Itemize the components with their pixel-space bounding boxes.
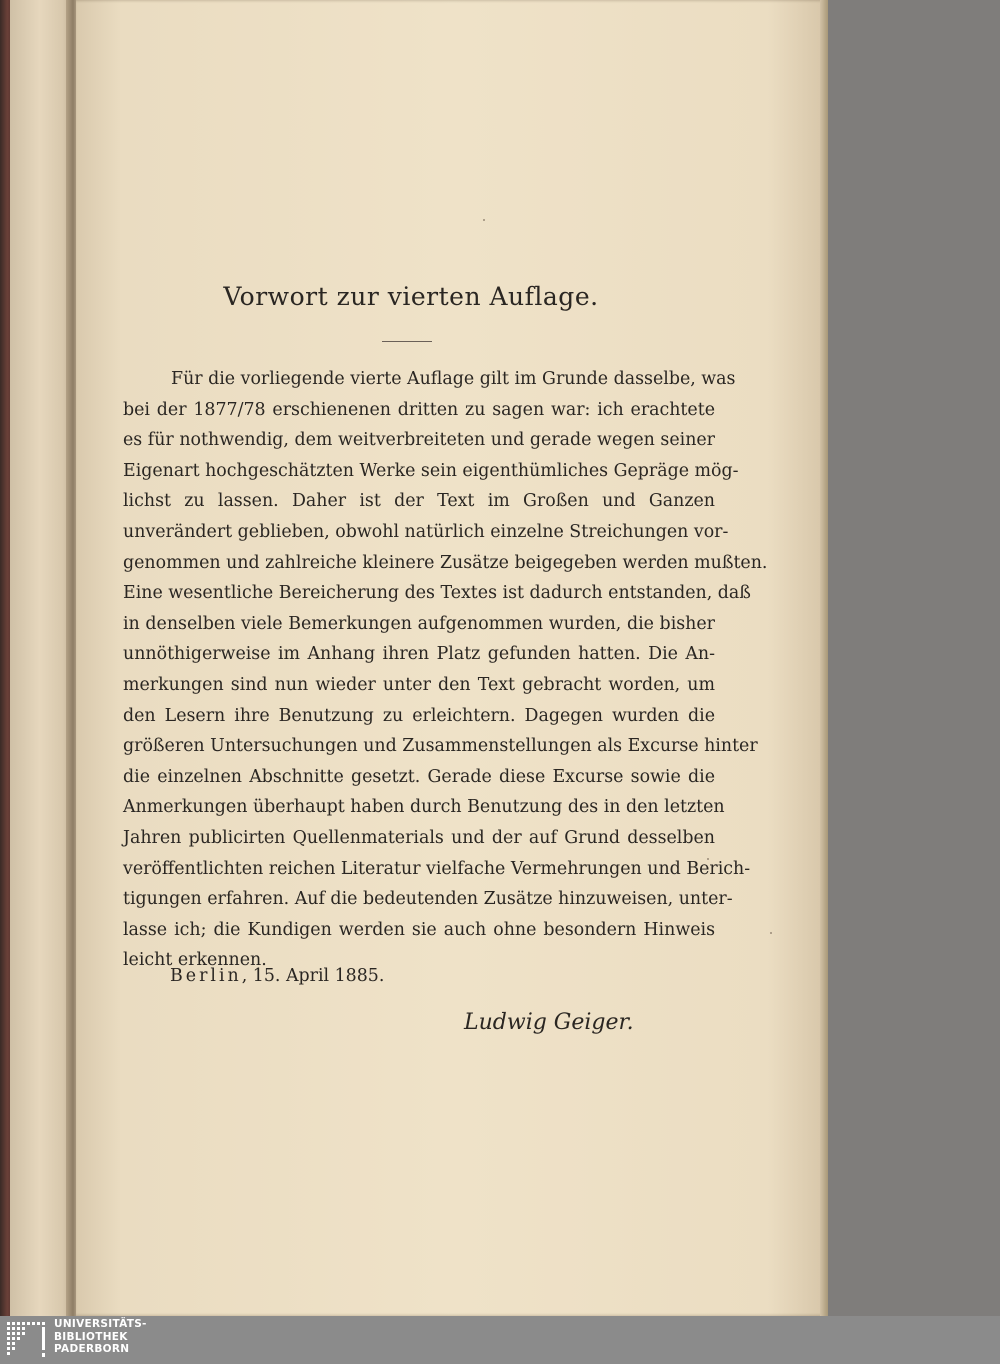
body-line: unnöthigerweise im Anhang ihren Platz gefunden hatten. Die An- [123,644,715,665]
body-line: Anmerkungen überhaupt haben durch Benutzung des in den letzten [123,797,725,818]
body-line: lasse ich; die Kundigen werden sie auch ohne besondern Hinweis [123,919,715,940]
body-line: den Lesern ihre Benutzung zu erleichtern. Dagegen wurden die [123,705,715,726]
body-line: Jahren publicirten Quellenmaterials und der auf Grund desselben [123,827,715,848]
right-page-edge [820,0,828,1316]
body-line: unverändert geblieben, obwohl natürlich einzelne Streichungen vor- [123,521,729,542]
library-name-line: BIBLIOTHEK [54,1330,128,1343]
body-line: genommen und zahlreiche kleinere Zusätze beigegeben werden mußten. [123,552,768,573]
body-line: Eine wesentliche Bereicherung des Textes ist dadurch entstanden, daß [123,583,751,604]
dateline [170,966,384,986]
author-signature: Ludwig Geiger. [464,1010,634,1035]
title-divider [382,341,432,342]
body-line: lichst zu lassen. Daher ist der Text im Großen und Ganzen [123,491,715,512]
body-line: merkungen sind nun wieder unter den Text gebracht worden, um [123,674,715,695]
body-line: größeren Untersuchungen und Zusammenstellungen als Excurse hinter [123,736,758,757]
body-line: die einzelnen Abschnitte gesetzt. Gerade diese Excurse sowie die [123,766,715,787]
body-line: bei der 1877/78 erschienenen dritten zu sagen war: ich erachtete [123,399,715,420]
body-line: Für die vorliegende vierte Auflage gilt im Grunde dasselbe, was [171,369,736,389]
body-line: in denselben viele Bemerkungen aufgenommen wurden, die bisher [123,613,715,634]
preface-body [123,364,768,976]
body-line: leicht erkennen. [123,950,267,971]
body-line: es für nothwendig, dem weitverbreiteten und gerade wegen seiner [123,430,715,451]
library-name-line: PADERBORN [54,1343,130,1355]
paper-speck [483,219,485,221]
dateline-date: , 15. April 1885. [241,966,385,986]
page-title: Vorwort zur vierten Auflage. [223,282,599,311]
body-line: Eigenart hochgeschätzten Werke sein eigenthümliches Gepräge mög- [123,460,739,481]
dateline-place: Berlin [170,966,242,986]
body-line: tigungen erfahren. Auf die bedeutenden Zusätze hinzuweisen, unter- [123,889,733,910]
footer-bar [0,1316,1000,1364]
body-line: veröffentlichten reichen Literatur vielfache Vermehrungen und Berich- [123,858,751,879]
right-background [826,0,1000,1316]
library-name-line: UNIVERSITÄTS- [54,1318,147,1330]
library-name [54,1318,147,1356]
library-logo-icon [6,1320,50,1360]
paper-speck [770,932,772,934]
